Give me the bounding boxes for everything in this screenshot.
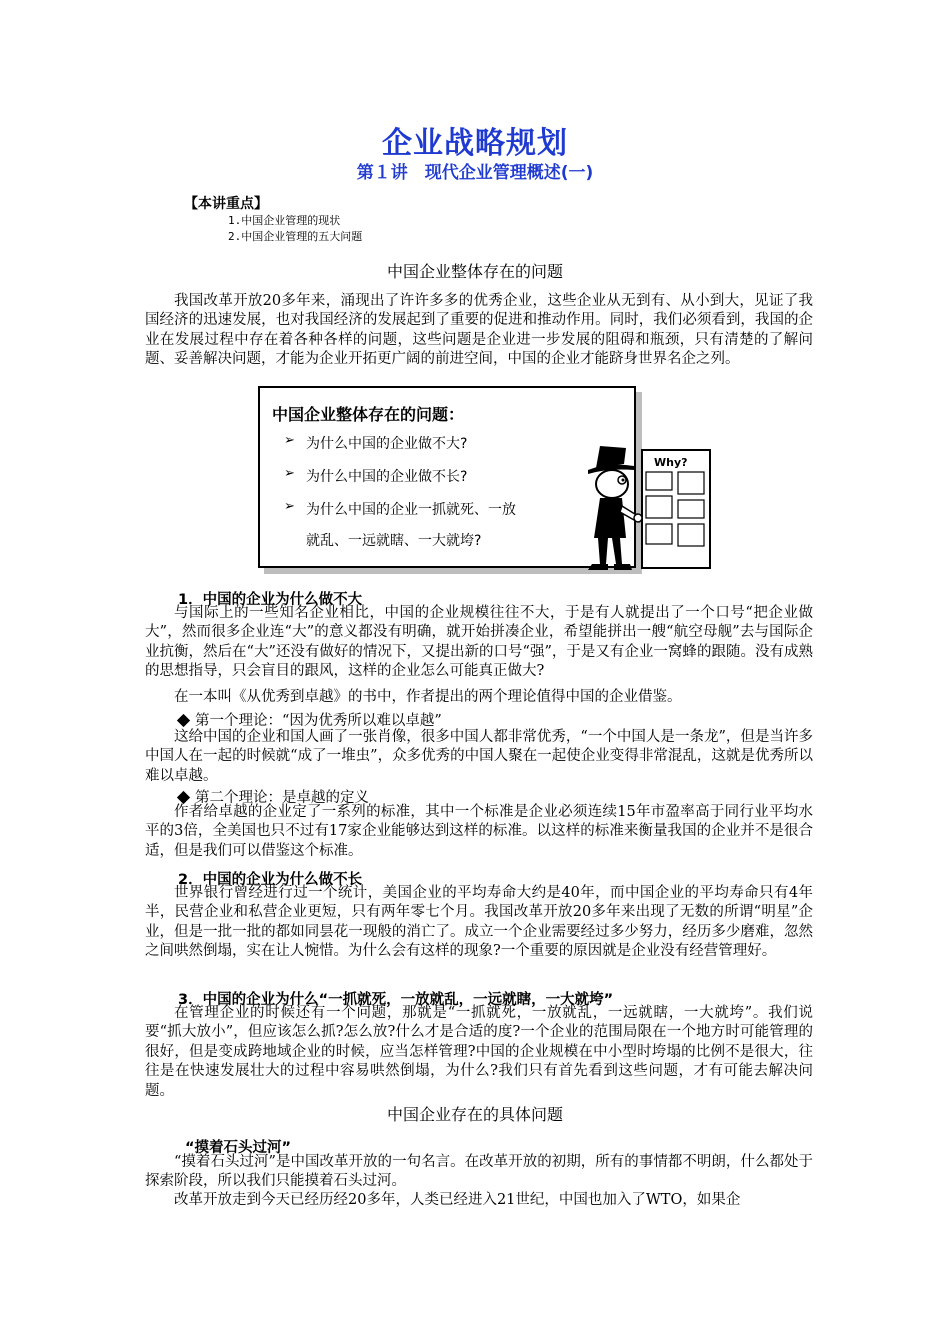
heading-q3: 3．中国的企业为什么“一抓就死，一放就乱，一远就瞎，一大就垮” bbox=[178, 992, 614, 1008]
thinking-man-cartoon-icon bbox=[578, 442, 718, 574]
intro-paragraph: 我国改革开放20多年来，涌现出了许许多多的优秀企业，这些企业从无到有、从小到大，见证了我国经济的迅速发展，也对我国经济的发展起到了重要的促进和推动作用。同时，我们必须看到，我国的企业在发展过程中存在着各种各样的问题，这些问题是企业进一步发展的阻碍和瓶颈，只有清楚的了解问题、妥善解决问题，才能为企业开拓更广阔的前进空间，中国的企业才能跻身世界名企之列。 bbox=[145, 293, 813, 368]
q1-paragraph-4: 作者给卓越的企业定了一系列的标准，其中一个标准是企业必须连续15年市盈率高于同行业平均水平的3倍，全美国也只不过有17家企业能够达到这样的标准。以这样的标准来衡量我国的企业并不是很合适，但是我们可以借鉴这个标准。 bbox=[145, 804, 813, 859]
key-point-item: 2.中国企业管理的五大问题 bbox=[228, 230, 363, 243]
heading-q1: 1．中国的企业为什么做不大 bbox=[178, 592, 363, 608]
section-title-specific-problems: 中国企业存在的具体问题 bbox=[386, 1105, 563, 1124]
figure-question-continued: 就乱、一远就瞎、一大就垮? bbox=[306, 533, 482, 549]
document-title: 企业战略规划 bbox=[382, 126, 568, 161]
theory-1: 第一个理论：“因为优秀所以难以卓越” bbox=[178, 709, 442, 730]
key-points-heading: 【本讲重点】 bbox=[184, 196, 268, 212]
section2-paragraph-2: 改革开放走到今天已经历经20多年，人类已经进入21世纪，中国也加入了WTO，如果企 bbox=[174, 1192, 741, 1208]
q1-paragraph-2: 在一本叫《从优秀到卓越》的书中，作者提出的两个理论值得中国的企业借鉴。 bbox=[174, 689, 682, 705]
q1-paragraph-1: 与国际上的一些知名企业相比，中国的企业规模往往不大，于是有人就提出了一个口号“把企业做大”，然而很多企业连“大”的意义都没有明确，就开始拼凑企业，希望能拼出一艘“航空母舰”去与国际企业抗衡，然后在“大”还没有做好的情况下，又提出新的口号“强”，于是又有企业一窝蜂的跟随。没有成熟的思想指导，只会盲目的跟风，这样的企业怎么可能真正做大? bbox=[145, 605, 813, 680]
lecture-subtitle: 第１讲 现代企业管理概述(一) bbox=[356, 163, 594, 183]
figure-question: ➢ 为什么中国的企业做不大? bbox=[284, 433, 468, 452]
q3-paragraph-1: 在管理企业的时候还有一个问题，那就是“一抓就死，一放就乱，一远就瞎，一大就垮”。我们说要“抓大放小”，但应该怎么抓?怎么放?什么才是合适的度?一个企业的范围局限在一个地方时可能管理的很好，但是变成跨地域企业的时候，应当怎样管理?中国的企业规模在中小型时垮塌的比例不是很大，往往是在快速发展壮大的过程中容易哄然倒塌，为什么?我们只有首先看到这些问题，才有可能去解决问题。 bbox=[145, 1005, 813, 1099]
section2-paragraph-1: “摸着石头过河”是中国改革开放的一句名言。在改革开放的初期，所有的事情都不明朗，什么都处于探索阶段，所以我们只能摸着石头过河。 bbox=[145, 1154, 813, 1190]
q2-paragraph-1: 世界银行曾经进行过一个统计，美国企业的平均寿命大约是40年，而中国企业的平均寿命只有4年半，民营企业和私营企业更短，只有两年零七个月。我国改革开放20多年来出现了无数的所谓“明星”企业，但是一批一批的都如同昙花一现般的消亡了。成立一个企业需要经过多少努力，经历多少磨难，忽然之间哄然倒塌，实在让人惋惜。为什么会有这样的现象?一个重要的原因就是企业没有经营管理好。 bbox=[145, 885, 813, 960]
figure-title: 中国企业整体存在的问题： bbox=[272, 405, 465, 424]
diamond-bullet-icon bbox=[177, 714, 190, 727]
section-title-overall-problems: 中国企业整体存在的问题 bbox=[386, 262, 563, 281]
arrow-bullet-icon: ➢ bbox=[284, 499, 295, 514]
key-point-item: 1.中国企业管理的现状 bbox=[228, 214, 341, 227]
figure-question: ➢ 为什么中国的企业做不长? bbox=[284, 466, 468, 485]
theory-2: 第二个理论：是卓越的定义 bbox=[178, 786, 369, 807]
arrow-bullet-icon: ➢ bbox=[284, 433, 295, 448]
q1-paragraph-3: 这给中国的企业和国人画了一张肖像，很多中国人都非常优秀，“一个中国人是一条龙”，但是当许多中国人在一起的时候就“成了一堆虫”，众多优秀的中国人聚在一起使企业变得非常混乱，这就是优秀所以难以卓越。 bbox=[145, 729, 813, 784]
figure-question: ➢ 为什么中国的企业一抓就死、一放 bbox=[284, 499, 516, 518]
why-sign-text: Why? bbox=[654, 456, 688, 469]
problems-figure bbox=[258, 386, 688, 574]
arrow-bullet-icon: ➢ bbox=[284, 466, 295, 481]
heading-q2: 2．中国的企业为什么做不长 bbox=[178, 872, 363, 888]
heading-crossing-river: “摸着石头过河” bbox=[185, 1140, 292, 1156]
